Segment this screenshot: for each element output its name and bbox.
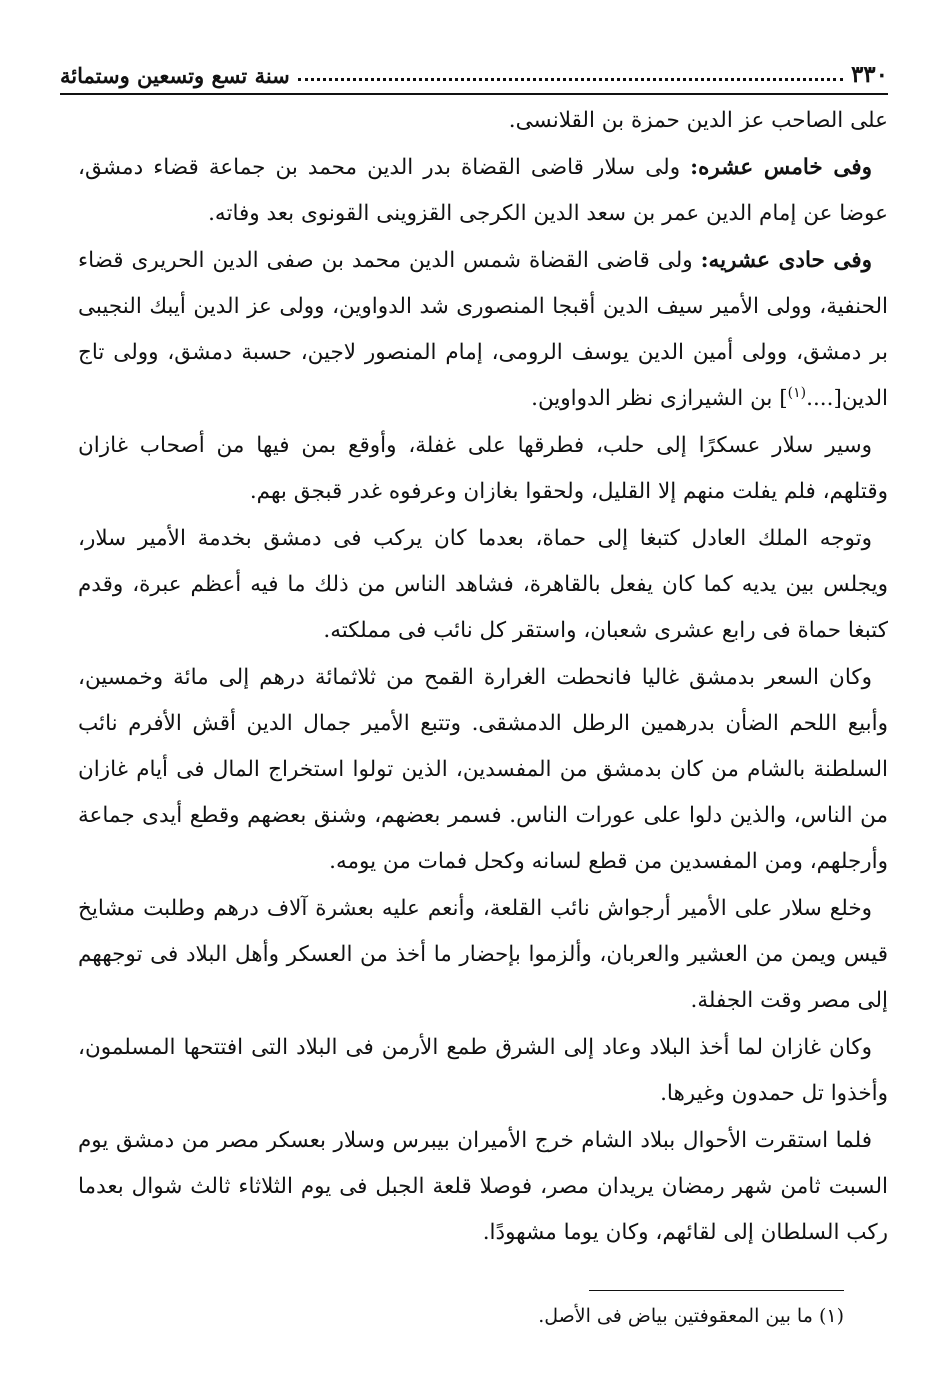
paragraph-text: فلما استقرت الأحوال ببلاد الشام خرج الأميران بيبرس وسلار بعسكر مصر من دمشق يوم السبت ثامن شهر رمضان يريدان مصر، فوصلا قلعة الجبل فى يوم الثلاثاء ثالث شوال بعدما ركب السلطان إلى لقائهم، وكان يوما مشهودًا. bbox=[78, 1128, 888, 1245]
paragraph-text: وخلع سلار على الأمير أرجواش نائب القلعة، وأنعم عليه بعشرة آلاف درهم وطلبت مشايخ قيس ويمن من العشير والعربان، وألزموا بإحضار ما أخذ من العسكر وأهل البلاد فى توجههم إلى مصر وقت الجفلة. bbox=[78, 896, 888, 1013]
paragraph bbox=[78, 655, 888, 885]
footnote-rule bbox=[589, 1290, 844, 1291]
footnote-marker[interactable]: (١) bbox=[787, 384, 807, 401]
header-rule bbox=[60, 93, 888, 95]
paragraph-text: ولى قاضى القضاة شمس الدين محمد بن صفى الدين الحريرى قضاء الحنفية، وولى الأمير سيف الدين أقبجا المنصورى شد الدواوين، وولى عز الدين أيبك النجيبى بر دمشق، وولى أمين الدين يوسف الرومى، إمام المنصور لاجين، حسبة دمشق، وولى تاج الدين[.... bbox=[78, 248, 888, 411]
paragraph bbox=[78, 1118, 888, 1256]
paragraph bbox=[78, 238, 888, 422]
body-text bbox=[78, 98, 888, 1257]
paragraph bbox=[78, 423, 888, 515]
paragraph-lead: وفى حادى عشريه: bbox=[700, 248, 872, 273]
running-title: سنة تسع وتسعين وستمائة bbox=[60, 63, 290, 88]
paragraph bbox=[78, 1025, 888, 1117]
paragraph-text: وتوجه الملك العادل كتبغا إلى حماة، بعدما كان يركب فى دمشق بخدمة الأمير سلار، ويجلس بين يديه كما كان يفعل بالقاهرة، فشاهد الناس من ذلك ما فيه أعظم عبرة، وقدم كتبغا حماة فى رابع عشرى شعبان، واستقر كل نائب فى مملكته. bbox=[78, 526, 888, 643]
paragraph-lead: وفى خامس عشره: bbox=[690, 155, 872, 180]
footnote: (١) ما بين المعقوفتين بياض فى الأصل. bbox=[538, 1305, 844, 1327]
paragraph-text: على الصاحب عز الدين حمزة بن القلانسى. bbox=[508, 108, 888, 133]
paragraph bbox=[78, 145, 888, 237]
paragraph bbox=[78, 886, 888, 1024]
paragraph-text: ولى سلار قاضى القضاة بدر الدين محمد بن جماعة قضاء دمشق، عوضا عن إمام الدين عمر بن سعد الدين الكرجى القزوينى القونوى بعد وفاته. bbox=[78, 155, 888, 226]
page-header bbox=[60, 52, 888, 88]
paragraph-text-continued: ] بن الشيرازى نظر الدواوين. bbox=[531, 386, 788, 411]
header-dot-leader bbox=[298, 78, 843, 81]
paragraph bbox=[78, 98, 888, 144]
paragraph-text: وكان السعر بدمشق غاليا فانحطت الغرارة القمح من ثلاثمائة درهم إلى مائة وخمسين، وأبيع اللحم الضأن بدرهمين الرطل الدمشقى. وتتبع الأمير جمال الدين أقش الأفرم نائب السلطنة بالشام من كان بدمشق من المفسدين، الذين تولوا استخراج المال فى أيام غازان من الناس، والذين دلوا على عورات الناس. فسمر بعضهم، وشنق بعضهم وقطع أيدى جماعة وأرجلهم، ومن المفسدين من قطع لسانه وكحل فمات من يومه. bbox=[78, 665, 888, 874]
paragraph-text: وكان غازان لما أخذ البلاد وعاد إلى الشرق طمع الأرمن فى البلاد التى افتتحها المسلمون، وأخذوا تل حمدون وغيرها. bbox=[78, 1035, 888, 1106]
page-number: ٣٣٠ bbox=[850, 61, 888, 88]
paragraph bbox=[78, 516, 888, 654]
paragraph-text: وسير سلار عسكرًا إلى حلب، فطرقها على غفلة، وأوقع بمن فيها من أصحاب غازان وقتلهم، فلم يفلت منهم إلا القليل، ولحقوا بغازان وعرفوه غدر قبجق بهم. bbox=[78, 433, 888, 504]
